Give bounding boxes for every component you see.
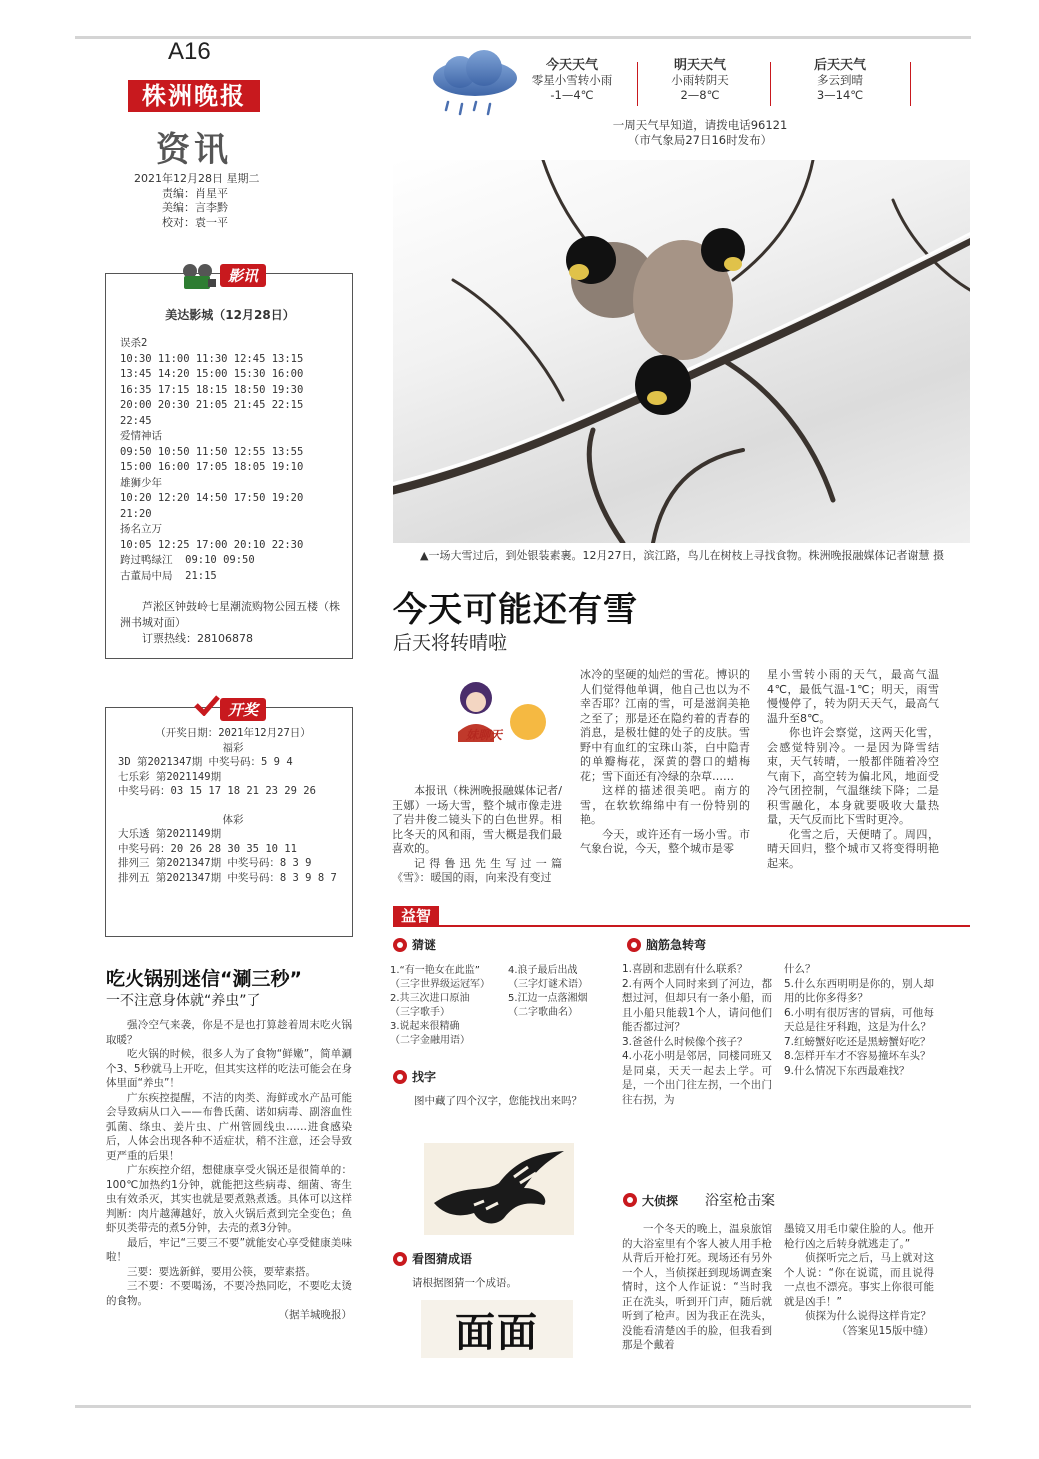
main-subheadline: 后天将转晴啦 [393,632,508,654]
checkmark-icon [194,694,220,716]
weather-divider [770,62,771,106]
brain-teaser-col-1: 1.喜剧和悲剧有什么联系？ 2.有两个人同时来到了河边，都想过河，但却只有一条小船，而且小船只能载1个人，请问他们能否都过河？ 3.爸爸什么时候像个孩子？ 4.小花小明是邻居，同楼同班又是同桌，天天一起去上学。可是，一个出门往左拐，一个出门往右拐，为 [622,963,772,1106]
find-char-heading: 找字 [393,1068,436,1085]
hotpot-title: 吃火锅别迷信“涮三秒” [106,968,302,990]
weather-divider [637,62,638,106]
cinema-address: 芦淞区钟鼓岭七星潮流购物公园五楼（株洲书城对面） 订票热线：28106878 [120,600,340,645]
riddles-right: 4.浪子最后出战 （三字灯谜术语） 5.江边一点落湘烟 （二字歌曲名） [508,965,588,1018]
cinema-box [105,267,353,659]
fucai-title: 福彩 [222,741,244,754]
brain-teaser-col-2: 什么？ 5.什么东西明明是你的，别人却用的比你多得多？ 6.小明有很厉害的冒病，可他每天总是往牙科跑，这是为什么？ 7.红螃蟹好吃还是黑螃蟹好吃？ 8.怎样开车才不容易撞坏车头？ 9.什么情况下东西最难找？ [784,963,934,1077]
detective-col-1: 一个冬天的晚上，温泉旅馆的大浴室里有个客人被人用手枪从背后开枪打死。现场还有另外一个人，当侦探赶到现场调查案情时，这个人作证说：“当时我正在洗头，听到开门声，随后就听到了枪声。因为我正在洗头，没能看清楚凶手的脸，但我看到那是个戴着 [622,1223,772,1351]
columnist-name: 妹聊天 [466,728,503,742]
cinema-name: 美达影城（12月28日） [165,308,295,322]
editor-credit: 责编：肖星平 [162,186,228,200]
article-col-3: 星小雪转小雨的天气，最高气温4℃，最低气温-1℃；明天，雨雪慢慢停了，转为阴天天气，最高气温升至8℃。 你也许会察觉，这两天化雪，会感觉特别冷。一是因为降雪结束，天气转晴，一般都伴随着冷空气南下，高空转为偏北风，地面受冷气团控制，气温继续下降；二是积雪融化，本身就要吸收大量热量，天气反而比下雪时更冷。 化雪之后，天便晴了。周四，晴天回归，整个城市又将变得明艳起来。 [767,668,939,870]
showtimes-list: 误杀2 10:30 11:00 11:30 12:45 13:15 13:45 14:20 15:00 15:30 16:00 16:35 17:15 18:15 18:50 19:30 20:00 20:30 21:05 21:45 22:15 22:45 爱情神话 09:50 10:50 11:50 12:55 13:55 15:00 16:00 17:05 18:05 19:10 雄狮少年 10:20 12:20 14:50 17:50 19:20 21:20 扬名立万 10:05 12:25 17:00 20:10 22:30 跨过鸭绿江 09:10 09:50 古董局中局 21:15 [120,337,304,582]
detective-col-2: 墨镜又用毛巾蒙住脸的人。他开枪行凶之后转身就逃走了。” 侦探听完之后，马上就对这个人说：“你在说谎，而且说得一点也不漂亮。事实上你很可能就是凶手！” 侦探为什么说得这样肯定？ （答案见15版中缝） [784,1223,934,1337]
riddles-left: 1.“有一艳女在此监” （三字世界级运冠军） 2.共三次进口原油 （三字歌手） 3.说起来很精确 （二字金融用语） [390,965,490,1046]
snow-bird-photo [393,160,970,543]
weather-divider [910,62,911,106]
bullet-icon [627,938,641,952]
designer-credit: 美编：言李黔 [162,201,228,214]
bullet-icon [393,938,407,952]
article-col-1: 本报讯（株洲晚报融媒体记者/王娜）一场大雪，整个城市像走进了岩井俊二镜头下的白色世界。相比冬天的风和雨，雪大概是我们最喜欢的。 记得鲁迅先生写过一篇《雪》：暖国的雨，向来没有变过 [392,784,562,884]
hotpot-source: （据羊城晚报） [278,1309,352,1321]
lottery-badge: 开奖 [220,698,266,721]
weather-note: 一周天气早知道，请拨电话96121 （市气象局27日16时发布） [612,118,788,147]
detective-subtitle: 浴室枪击案 [705,1193,776,1209]
lottery-box [105,701,353,937]
section-title: 资讯 [156,130,232,170]
hotpot-body: 强冷空气来袭，你是不是也打算趁着周末吃火锅取暖？ 吃火锅的时候，很多人为了食物“鲜嫩”，简单涮个3、5秒就马上开吃，但其实这样的吃法可能会在身体里面“养虫”！ 广东疾控提醒，不洁的肉类、海鲜或水产品可能会导致病从口入——布鲁氏菌、诺如病毒、副溶血性弧菌、绦虫、姜片虫、广州管圆线虫……进食感染后，人体会出现各种不适症状，稍不注意，还会导致更严重的后果！ 广东疾控介绍，想健康享受火锅还是很简单的：100℃加热约1分钟，就能把这些病毒、细菌、寄生虫有效杀灭，其实也就是要煮熟煮透。具体可以这样判断：肉片越薄越好，放入火锅后煮到完全变色；鱼虾贝类带壳的煮5分钟，去壳的煮3分钟。 最后，牢记“三要三不要”就能安心享受健康美味啦！ 三要：要选新鲜，要用公筷，要荤素搭。 三不要：不要喝汤，不要冷热同吃，不要吃太烫的食物。 （据羊城晚报） [106,1019,352,1321]
idiom-image: 面面 [421,1300,573,1358]
brain-teaser-heading: 脑筋急转弯 [627,936,706,953]
bottom-rule [75,1405,971,1408]
eagle-puzzle-image [424,1143,574,1235]
bullet-icon [393,1070,407,1084]
issue-date: 2021年12月28日 星期二 [134,172,260,185]
idiom-heading: 看图猜成语 [393,1250,472,1267]
answer-note: （答案见15版中缝） [836,1324,934,1337]
logo-text: 株洲晚报 [142,81,246,110]
lottery-content: （开奖日期：2021年12月27日） 福彩 3D 第2021347期 中奖号码：5 9 4 七乐彩 第2021149期 中奖号码：03 15 17 18 21 23 29 26 体彩 大乐透 第2021149期 中奖号码：20 26 28 30 35 10 11 排列三 第2021347期 中奖号码：8 3 9 排列五 第2021347期 中奖号码：8 3 9 8 7 [118,726,348,885]
lottery-date: （开奖日期：2021年12月27日） [155,727,311,739]
puzzle-title: 益智 [393,906,439,927]
main-headline: 今天可能还有雪 [393,590,638,630]
ticai-title: 体彩 [222,813,244,826]
weather-today: 今天天气 零星小雪转小雨 -1—4℃ [531,58,613,102]
edition-meta [134,172,260,230]
page-number: A16 [168,38,211,65]
article-col-2: 冰冷的坚硬的灿烂的雪花。博识的人们觉得他单调，他自己也以为不幸否耶？江南的雪，可是滋润美艳之至了；那是还在隐约着的青春的消息，是极壮健的处子的皮肤。雪野中有血红的宝珠山茶，白中隐青的单瓣梅花，深黄的磬口的蜡梅花；雪下面还有冷绿的杂草…… 这样的描述很美吧。南方的雪，在软软绵绵中有一份特别的艳。 今天，或许还有一场小雪。市气象台说，今天，整个城市是零 [580,668,750,855]
find-char-text: 图中藏了四个汉字，您能找出来吗？ [414,1095,582,1107]
weather-tomorrow: 明天天气 小雨转阴天 2—8℃ [671,58,729,102]
newspaper-logo [128,80,260,112]
bullet-icon [393,1252,407,1266]
puzzle-header-rule [393,907,970,927]
riddle-heading: 猜谜 [393,936,436,953]
weather-after: 后天天气 多云到晴 3—14℃ [813,58,866,102]
proof-credit: 校对：袁一平 [162,215,228,229]
columnist-logo [436,672,554,756]
photo-caption: ▲一场大雪过后，到处银装素裹。12月27日，滨江路，鸟儿在树枝上寻找食物。株洲晚报融媒体记者谢慧 摄 [420,549,944,562]
idiom-text: 请根据图猜一个成语。 [412,1277,517,1289]
hotpot-subtitle: 一不注意身体就“养虫”了 [106,993,261,1009]
film-camera-icon [178,262,218,292]
cinema-badge: 影讯 [220,264,266,287]
detective-heading: 大侦探 浴室枪击案 [623,1190,775,1210]
bullet-icon [623,1193,637,1207]
